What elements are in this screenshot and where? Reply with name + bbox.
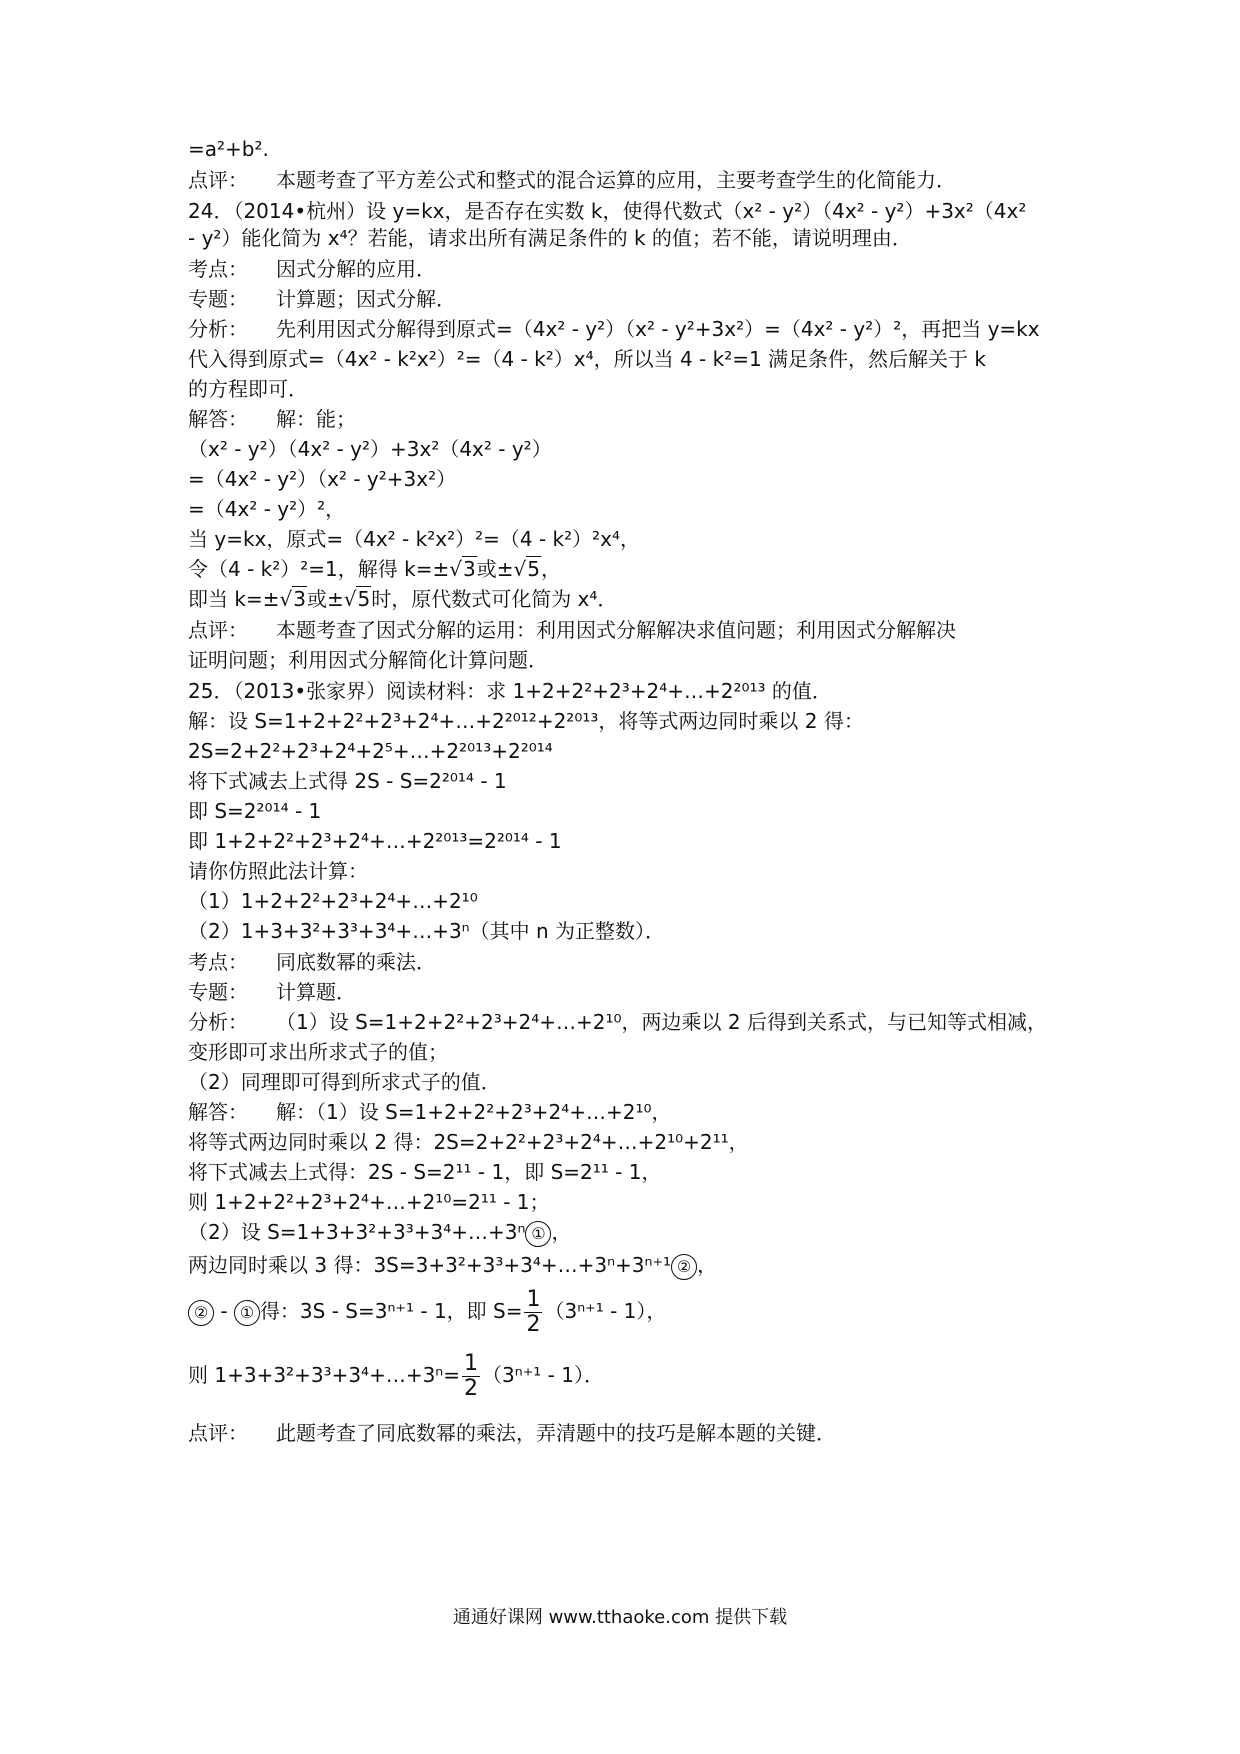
radicand: 3 [462,557,476,581]
kaodian-text: 同底数幂的乘法． [276,950,436,974]
text: 则 1+3+3²+3³+3⁴+…+3ⁿ= [188,1363,461,1387]
jieda-text: 解：能； [276,407,356,431]
kaodian-label: 考点： [188,257,248,281]
q24-step-4: 当 y=kx，原式=（4x² - k²x²）²=（4 - k²）²x⁴， [188,527,640,551]
q24-step-3: =（4x² - y²）²， [188,497,346,521]
zhuanti-label: 专题： [188,980,248,1004]
sqrt-5: √5 [343,587,371,611]
numerator: 1 [526,1287,541,1312]
circled-two: ② [188,1300,214,1326]
q24-fenxi-3: 的方程即可． [188,377,308,401]
q23-comment [188,167,956,193]
fenxi-text: （1）设 S=1+2+2²+2³+2⁴+…+2¹⁰，两边乘以 2 后得到关系式，与已知等式相减， [276,1010,1047,1034]
kaodian-label: 考点： [188,950,248,974]
q25-step-2: 将下式减去上式得：2S - S=2¹¹ - 1，即 S=2¹¹ - 1， [188,1160,662,1184]
denominator: 2 [526,1312,541,1337]
sqrt-3: √3 [449,557,476,581]
radicand: 5 [527,557,540,581]
circled-one: ① [234,1300,260,1326]
text: （2）设 S=1+3+3²+3³+3⁴+…+3ⁿ [188,1220,526,1244]
q24-jieda [188,406,356,432]
q25-fenxi-2: 变形即可求出所求式子的值； [188,1040,448,1064]
q25-comment [188,1420,836,1446]
text: 或± [476,557,514,581]
circled-one: ① [525,1221,551,1247]
text: 两边同时乘以 3 得：3S=3+3²+3³+3⁴+…+3ⁿ+3ⁿ⁺¹ [188,1253,672,1277]
comment-text: 本题考查了因式分解的运用：利用因式分解解决求值问题；利用因式分解解决 [276,618,956,642]
fenxi-label: 分析： [188,317,248,341]
q25-step-7 [188,1352,604,1401]
q25-jieda [188,1099,672,1125]
q25-material-2: 2S=2+2²+2³+2⁴+2⁵+…+2²⁰¹³+2²⁰¹⁴ [188,739,553,763]
radicand: 3 [293,587,306,611]
comment-label: 点评： [188,618,248,642]
q24-step-1: （x² - y²）（4x² - y²）+3x²（4x² - y²） [188,437,552,461]
q25-step-5: 两边同时乘以 3 得：3S=3+3²+3³+3⁴+…+3ⁿ+3ⁿ⁺¹ ② ， [188,1252,717,1280]
text: ， [540,557,561,581]
q24-title-cont: - y²）能化简为 x⁴？若能，请求出所有满足条件的 k 的值；若不能，请说明理由． [188,226,912,250]
text: 时，原代数式可化简为 x⁴． [371,587,618,611]
text: （3ⁿ⁺¹ - 1）， [544,1299,667,1323]
fraction-half [524,1288,542,1337]
kaodian-text: 因式分解的应用． [276,257,436,281]
fenxi-label: 分析： [188,1010,248,1034]
comment-label: 点评： [188,168,248,192]
q25-material-1: 解：设 S=1+2+2²+2³+2⁴+…+2²⁰¹²+2²⁰¹³，将等式两边同时乘以 2 得： [188,709,864,733]
q24-step-2: =（4x² - y²）（x² - y²+3x²） [188,467,457,491]
q25-title: 25．（2013•张家界）阅读材料：求 1+2+2²+2³+2⁴+…+2²⁰¹³ 的值． [188,679,832,703]
comment-text: 本题考查了平方差公式和整式的混合运算的应用，主要考查学生的化简能力． [276,168,956,192]
q25-step-4: （2）设 S=1+3+3²+3³+3⁴+…+3ⁿ ① ， [188,1219,571,1247]
q24-fenxi [188,316,1040,342]
text: 令（4 - k²）²=1，解得 k=± [188,557,450,581]
jieda-label: 解答： [188,1100,248,1124]
q25-part-2: （2）1+3+3²+3³+3⁴+…+3ⁿ（其中 n 为正整数）． [188,919,666,943]
q24-step-5 [188,556,561,582]
q24-comment-2: 证明问题；利用因式分解简化计算问题． [188,648,548,672]
q25-part-1: （1）1+2+2²+2³+2⁴+…+2¹⁰ [188,889,478,913]
text: （3ⁿ⁺¹ - 1）． [482,1363,604,1387]
text: - [214,1299,234,1323]
q25-material-3: 将下式减去上式得 2S - S=2²⁰¹⁴ - 1 [188,769,507,793]
fenxi-text: 先利用因式分解得到原式=（4x² - y²）（x² - y²+3x²）=（4x² - y²）²，再把当 y=kx [276,317,1040,341]
footer-download-note: 通通好课网 www.tthaoke.com 提供下载 [452,1607,788,1628]
q25-material-5: 即 1+2+2²+2³+2⁴+…+2²⁰¹³=2²⁰¹⁴ - 1 [188,829,562,853]
q25-kaodian [188,949,436,975]
q24-zhuanti [188,286,456,312]
numerator: 1 [464,1351,479,1376]
jieda-text: 解：（1）设 S=1+2+2²+2³+2⁴+…+2¹⁰， [276,1100,672,1124]
denominator: 2 [464,1376,479,1401]
text: 得：3S - S=3ⁿ⁺¹ - 1，即 S= [259,1299,523,1323]
q25-zhuanti [188,979,356,1005]
q25-material-4: 即 S=2²⁰¹⁴ - 1 [188,799,322,823]
q25-material-6: 请你仿照此法计算： [188,859,368,883]
q24-kaodian [188,256,436,282]
q24-title: 24．（2014•杭州）设 y=kx，是否存在实数 k，使得代数式（x² - y²）（4x² - y²）+3x²（4x² [188,199,1027,223]
sqrt-5: √5 [513,557,540,581]
circled-two: ② [671,1254,697,1280]
zhuanti-text: 计算题． [276,980,356,1004]
q25-step-6 [188,1288,666,1337]
comment-label: 点评： [188,1421,248,1445]
q24-comment [188,617,956,643]
zhuanti-text: 计算题；因式分解． [276,287,456,311]
radicand: 5 [357,587,371,611]
sqrt-3: √3 [279,587,306,611]
jieda-label: 解答： [188,407,248,431]
text: 或± [306,587,344,611]
q25-step-3: 则 1+2+2²+2³+2⁴+…+2¹⁰=2¹¹ - 1； [188,1190,550,1214]
text: 即当 k=± [188,587,280,611]
q24-fenxi-2: 代入得到原式=（4x² - k²x²）²=（4 - k²）x⁴，所以当 4 - k²=1 满足条件，然后解关于 k [188,347,986,371]
zhuanti-label: 专题： [188,287,248,311]
q25-fenxi [188,1009,1047,1035]
q24-step-6 [188,586,617,612]
q25-step-1: 将等式两边同时乘以 2 得：2S=2+2²+2³+2⁴+…+2¹⁰+2¹¹， [188,1130,749,1154]
q25-fenxi-3: （2）同理即可得到所求式子的值． [188,1070,501,1094]
fraction-half [462,1352,480,1401]
comment-text: 此题考查了同底数幂的乘法，弄清题中的技巧是解本题的关键． [276,1421,836,1445]
prev-answer-line: =a²+b². [188,137,269,161]
